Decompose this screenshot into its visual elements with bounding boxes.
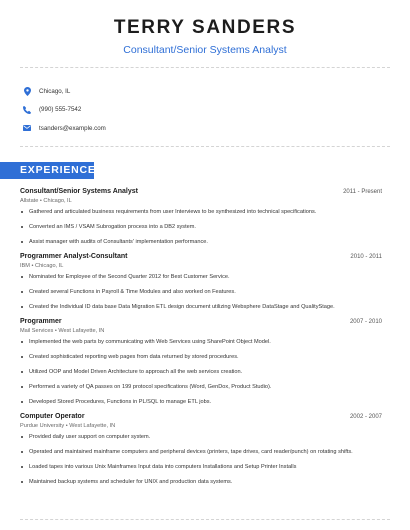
job-title: Consultant/Senior Systems Analyst [20,188,138,195]
job-location: Chicago, IL [35,263,64,269]
job-dates: 2011 - Present [343,189,382,195]
job-bullet: Loaded tapes into various Unix Mainframes Input data into computers Installations and Setup Printer Installs [20,463,382,471]
job-entry [20,252,382,311]
job-bullet: Developed Stored Procedures, Functions in PL/SQL to manage ETL jobs. [20,398,382,406]
job-bullet: Performed a variety of QA passes on 199 protocol specifications (Word, GenDox, Product Studio). [20,383,382,391]
divider [20,67,390,68]
job-bullets [20,338,382,406]
job-company-location: Allstate • Chicago, IL [20,198,72,204]
job-entry [20,187,382,246]
divider [20,519,390,520]
candidate-title: Consultant/Senior Systems Analyst [123,44,287,56]
job-dates: 2002 - 2007 [349,414,382,420]
job-company: IBM [20,263,30,269]
contact-location [22,82,106,100]
resume-header [0,0,410,57]
job-dates: 2007 - 2010 [349,319,382,325]
job-bullet: Created sophisticated reporting web pages from data returned by stored procedures. [20,353,382,361]
job-bullet: Nominated for Employee of the Second Quarter 2012 for Best Customer Service. [20,273,382,281]
contact-email [22,119,106,137]
job-dates: 2010 - 2011 [350,254,382,260]
candidate-name: TERRY SANDERS [113,17,297,38]
job-bullets [20,433,382,486]
job-company: Purdue University [20,423,65,429]
job-entry [20,317,382,406]
contact-list [22,82,106,138]
job-location: Chicago, IL [43,198,72,204]
phone-icon [22,105,32,115]
job-bullet: Created the Individual ID data base Data Migration ETL design document utilizing Websphere DataStage and QualityStage. [20,303,382,311]
job-company-location: IBM • Chicago, IL [20,263,64,269]
job-company-location: Purdue University • West Lafayette, IN [20,423,116,429]
job-bullet: Assist manager with audits of Consultants' implementation performance. [20,238,382,246]
location-pin-icon [22,86,32,96]
section-title-experience: EXPERIENCE [20,164,96,176]
contact-phone [22,101,106,119]
job-entry [20,412,382,486]
contact-phone-text: (990) 555-7542 [39,106,82,113]
job-bullet: Provided daily user support on computer system. [20,433,382,441]
job-location: West Lafayette, IN [69,423,116,429]
job-title: Computer Operator [20,413,85,420]
job-bullet: Operated and maintained mainframe computers and peripheral devices (printers, tape drives, card reader/punch) on rotating shifts. [20,448,382,456]
job-company: Mail Services [20,328,54,334]
experience-list [20,187,382,492]
job-company: Allstate [20,198,39,204]
job-bullets [20,208,382,246]
job-bullet: Maintained backup systems and scheduler for UNIX and production data systems. [20,478,382,486]
job-bullet: Utilized OOP and Model Driven Architecture to approach all the web services creation. [20,368,382,376]
job-bullet: Converted an IMS / VSAM Subrogation process into a DB2 system. [20,223,382,231]
job-title: Programmer [20,318,62,325]
job-bullet: Created several Functions in Payroll & Time Modules and also worked on Features. [20,288,382,296]
job-bullet: Gathered and articulated business requirements from user Interviews to be synthesized into technical specifications. [20,208,382,216]
job-bullets [20,273,382,311]
job-location: West Lafayette, IN [58,328,105,334]
email-icon [22,123,32,133]
job-company-location: Mail Services • West Lafayette, IN [20,328,105,334]
divider [20,146,390,147]
job-title: Programmer Analyst-Consultant [20,253,128,260]
job-bullet: Implemented the web parts by communicating with Web Services using SharePoint Object Model. [20,338,382,346]
contact-email-text: tsanders@example.com [39,124,106,132]
contact-location-text: Chicago, IL [39,87,71,95]
